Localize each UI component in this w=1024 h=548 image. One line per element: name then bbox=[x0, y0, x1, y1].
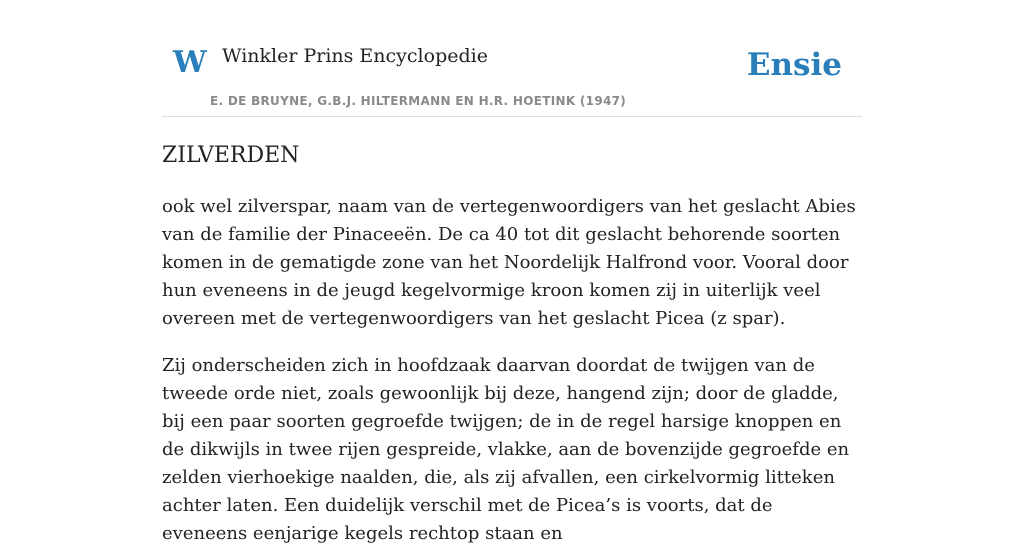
winkler-prins-logo-icon[interactable]: W bbox=[173, 45, 207, 80]
ensie-brand-logo[interactable]: Ensie bbox=[746, 47, 842, 83]
source-header bbox=[162, 0, 862, 117]
page bbox=[162, 0, 862, 548]
article-paragraph-2: Zij onderscheiden zich in hoofdzaak daarvan doordat de twijgen van de tweede orde niet, zoals gewoonlijk bij deze, hangend zijn; door de gladde, bij een paar soorten gegroefde twijgen; de in de regel harsige knoppen en de dikwijls in twee rijen gespreide, vlakke, aan de bovenzijde gegroefde en zelden vierhoekige naalden, die, als zij afvallen, een cirkelvormig litteken achter laten. Een duidelijk verschil met de Picea’s is voorts, dat de eveneens eenjarige kegels rechtop staan en bbox=[162, 355, 850, 545]
article-paragraph-1: ook wel zilverspar, naam van de vertegenwoordigers van het geslacht Abies van de familie der Pinaceeën. De ca 40 tot dit geslacht behorende soorten komen in de gematigde zone van het Noordelijk Halfrond voor. Vooral door hun eveneens in de jeugd kegelvormige kroon komen zij in uiterlijk veel overeen met de vertegenwoordigers van het geslacht Picea (z spar). bbox=[162, 196, 856, 330]
article-title: ZILVERDEN bbox=[162, 143, 300, 168]
source-authors: E. DE BRUYNE, G.B.J. HILTERMANN EN H.R. HOETINK (1947) bbox=[210, 94, 627, 108]
source-title-link[interactable]: Winkler Prins Encyclopedie bbox=[222, 45, 488, 67]
